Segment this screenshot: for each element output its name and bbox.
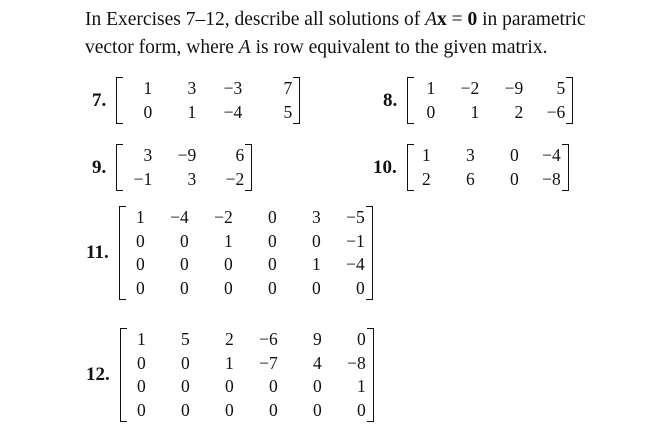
matrix-entry: 2 — [225, 329, 234, 349]
matrix-entry: 0 — [137, 399, 146, 420]
exercise-11 — [86, 206, 373, 300]
matrix-entry: 0 — [179, 254, 189, 274]
matrix-row — [128, 375, 366, 399]
matrix-entry: 3 — [187, 168, 197, 189]
matrix-entry: −5 — [346, 207, 365, 227]
matrix-entry: 0 — [510, 145, 519, 165]
matrix-entry: −7 — [259, 352, 278, 373]
vector-x: x — [437, 9, 447, 30]
text: vector form, where — [85, 37, 239, 58]
matrix-entry: −8 — [542, 168, 561, 189]
exercise-10 — [373, 144, 569, 191]
matrix-row — [128, 328, 366, 352]
matrix-row — [128, 399, 366, 423]
matrix-row — [415, 101, 565, 125]
matrix-entry: 3 — [311, 207, 321, 227]
matrix-entry: 1 — [223, 230, 233, 251]
matrix-entry: 0 — [267, 230, 277, 251]
matrix-entries — [127, 206, 365, 300]
matrix-entry: 0 — [269, 399, 278, 420]
matrix-entry: 2 — [514, 101, 524, 122]
matrix-entry: 0 — [311, 277, 321, 298]
matrix-entry: 0 — [225, 376, 234, 396]
exercise-number: 12. — [86, 364, 110, 385]
matrix-entry: 0 — [223, 254, 233, 274]
matrix-entry: 1 — [187, 101, 197, 122]
matrix-entry: 0 — [313, 376, 322, 396]
matrix-entry: 0 — [179, 277, 189, 298]
matrix-entry: 5 — [283, 101, 293, 122]
matrix-entry: 0 — [137, 376, 146, 396]
matrix-entries — [124, 144, 244, 191]
matrix-entry: 1 — [225, 352, 234, 373]
matrix-entry: 0 — [137, 352, 146, 373]
matrix-entry: 0 — [223, 277, 233, 298]
matrix-entry: −2 — [214, 207, 233, 227]
exercise-number: 9. — [92, 156, 107, 178]
matrix-entry: 1 — [357, 376, 366, 396]
matrix-entry: 0 — [181, 376, 190, 396]
text: is row equivalent to the given matrix. — [250, 37, 548, 58]
matrix-row — [128, 352, 366, 376]
matrix-entry: 0 — [357, 399, 366, 420]
matrix-entry: −2 — [225, 168, 245, 189]
matrix — [407, 77, 573, 124]
exercise-12 — [86, 328, 374, 422]
matrix-entry: 5 — [556, 78, 566, 98]
matrix-entries — [128, 328, 366, 422]
matrix-entry: 0 — [267, 254, 277, 274]
matrix-entry: 1 — [135, 207, 145, 227]
matrix-entry: 0 — [179, 230, 189, 251]
matrix-A: A — [238, 37, 251, 58]
matrix-entry: −9 — [177, 145, 197, 165]
exercise-7 — [92, 77, 300, 124]
matrix-entry: 7 — [283, 78, 293, 98]
matrix-entry: −2 — [460, 78, 480, 98]
matrix-entry: 6 — [235, 145, 245, 165]
matrix-entry: −4 — [346, 254, 365, 274]
matrix-entry: 1 — [311, 254, 321, 274]
matrix-entries — [124, 77, 292, 124]
exercise-9 — [92, 144, 252, 191]
matrix-row — [415, 77, 565, 101]
matrix-entry: −4 — [542, 145, 561, 165]
matrix-entry: 0 — [135, 230, 145, 251]
matrix-row — [415, 144, 561, 168]
matrix-entries — [415, 144, 561, 191]
matrix-entry: −8 — [347, 352, 366, 373]
matrix-entry: 1 — [137, 329, 146, 349]
matrix-entry: 0 — [135, 254, 145, 274]
matrix-entry: 3 — [143, 145, 153, 165]
matrix-row — [124, 144, 244, 168]
matrix-entry: 0 — [225, 399, 234, 420]
matrix-entry: 0 — [510, 168, 519, 189]
matrix-row — [124, 77, 292, 101]
matrix-entry: 1 — [422, 145, 431, 165]
zero-vector: 0 — [467, 9, 478, 30]
exercise-number: 11. — [86, 242, 109, 263]
instructions-line-1 — [85, 6, 650, 34]
matrix-entry: 0 — [267, 277, 277, 298]
matrix-entry: 0 — [426, 101, 436, 122]
matrix — [407, 144, 569, 191]
matrix-entry: −4 — [223, 101, 243, 122]
matrix-row — [415, 168, 561, 192]
instructions — [85, 6, 650, 62]
matrix-entry: −1 — [346, 230, 365, 251]
matrix-entries — [415, 77, 565, 124]
matrix-entry: −3 — [223, 78, 243, 98]
matrix-entry: 0 — [143, 101, 153, 122]
matrix-entry: 1 — [426, 78, 436, 98]
matrix-entry: 0 — [267, 207, 277, 227]
matrix-entry: −4 — [170, 207, 189, 227]
matrix-entry: 0 — [311, 230, 321, 251]
matrix-entry: 6 — [466, 168, 475, 189]
matrix-entry: 3 — [466, 145, 475, 165]
matrix-entry: 0 — [269, 376, 278, 396]
equals: = — [446, 9, 468, 30]
matrix-row — [124, 168, 244, 192]
matrix — [120, 328, 374, 422]
matrix-row — [127, 206, 365, 230]
exercise-number: 8. — [383, 89, 398, 111]
matrix-entry: −9 — [504, 78, 524, 98]
matrix-entry: 5 — [181, 329, 190, 349]
matrix-entry: 0 — [313, 399, 322, 420]
matrix-entry: 0 — [355, 277, 365, 298]
matrix-row — [127, 277, 365, 301]
text: in parametric — [477, 9, 586, 30]
matrix — [116, 144, 252, 191]
matrix-entry: 0 — [135, 277, 145, 298]
matrix-entry: 9 — [313, 329, 322, 349]
matrix-row — [127, 253, 365, 277]
exercise-number: 7. — [92, 89, 107, 111]
matrix-entry: 3 — [187, 78, 197, 98]
matrix-entry: 1 — [470, 101, 480, 122]
matrix-A: A — [425, 9, 438, 30]
matrix-entry: −1 — [133, 168, 153, 189]
matrix-entry: −6 — [259, 329, 278, 349]
exercise-number: 10. — [373, 156, 397, 178]
matrix-entry: −6 — [546, 101, 566, 122]
matrix-entry: 0 — [357, 329, 366, 349]
matrix-entry: 1 — [143, 78, 153, 98]
matrix — [119, 206, 373, 300]
matrix — [116, 77, 300, 124]
matrix-entry: 0 — [181, 399, 190, 420]
matrix-entry: 4 — [313, 352, 322, 373]
matrix-entry: 0 — [181, 352, 190, 373]
matrix-row — [124, 101, 292, 125]
exercise-8 — [383, 77, 573, 124]
text: In Exercises 7–12, describe all solutions of — [85, 9, 426, 30]
matrix-entry: 2 — [422, 168, 431, 189]
instructions-line-2 — [85, 34, 650, 62]
matrix-row — [127, 230, 365, 254]
